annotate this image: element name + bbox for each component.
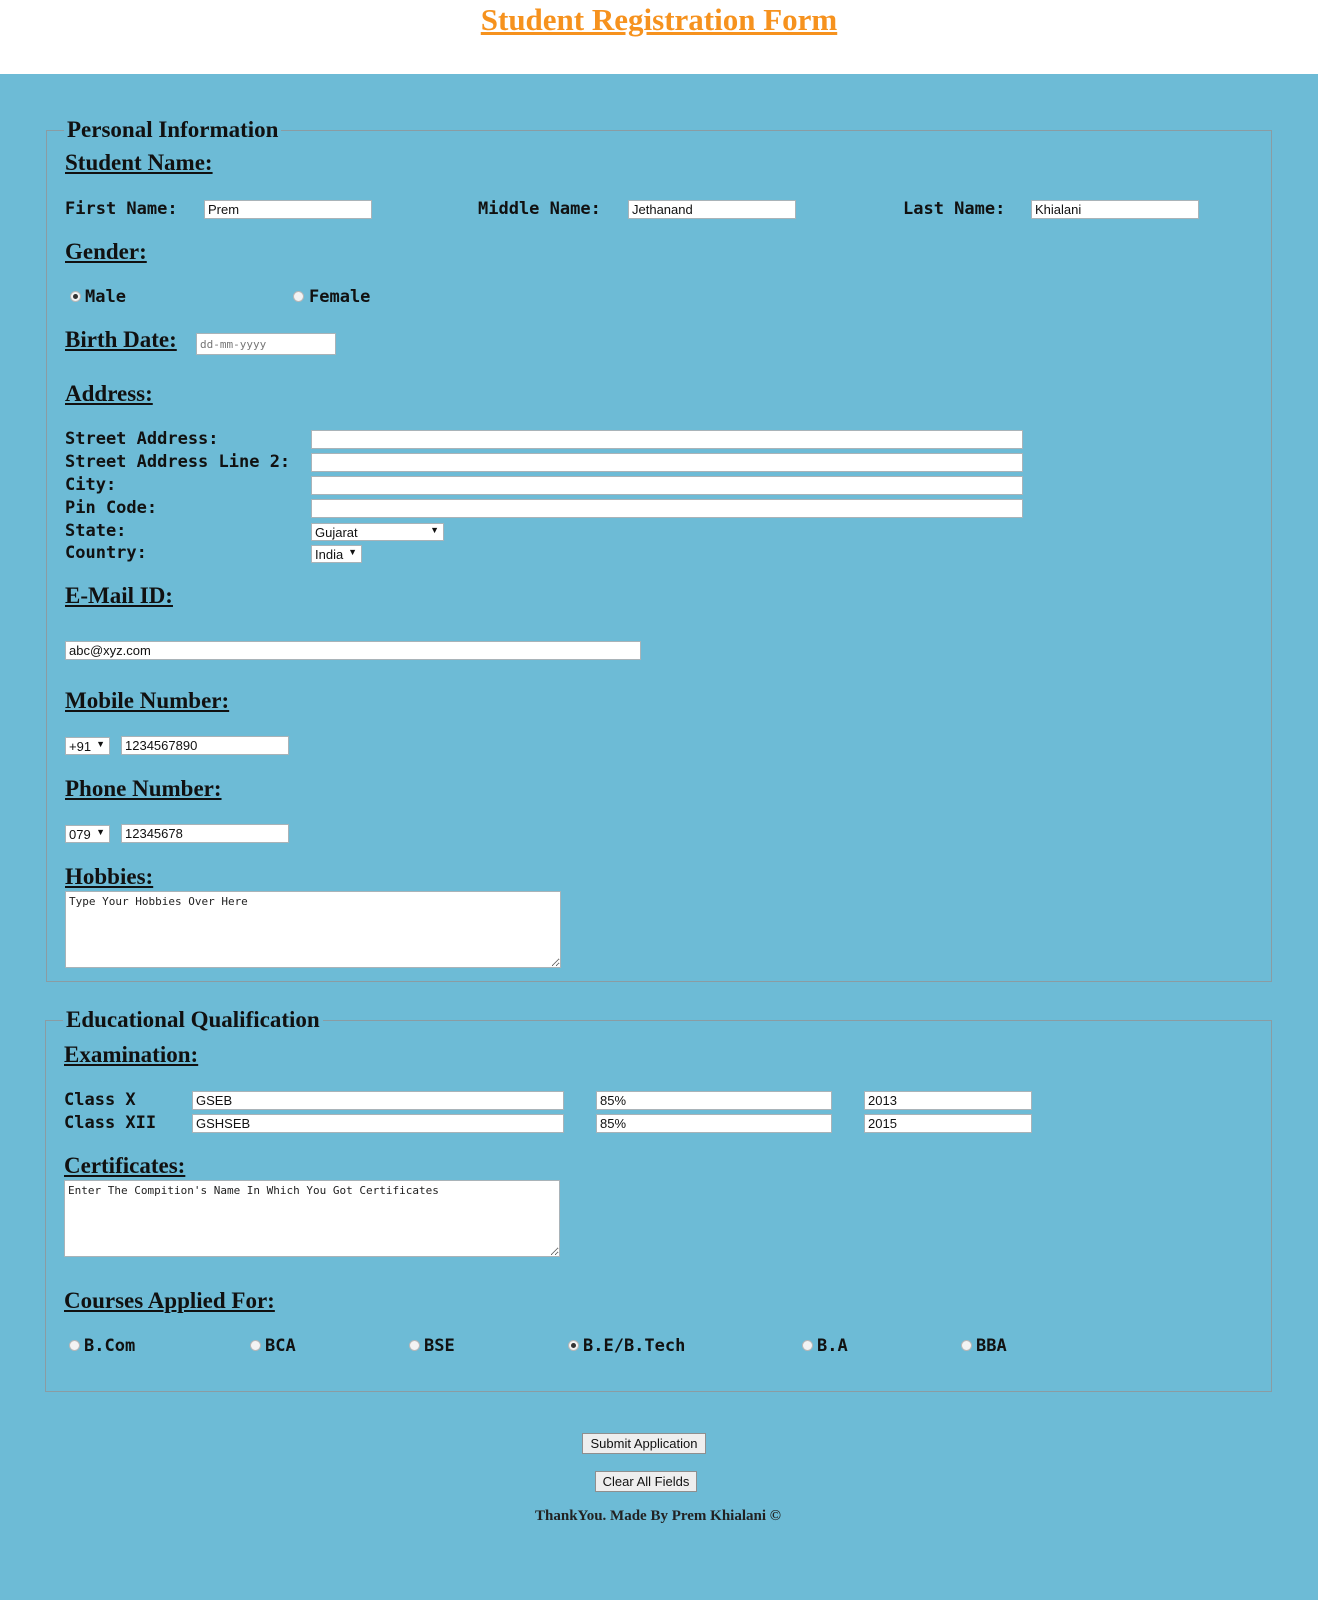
course-bcom-label: B.Com	[84, 1336, 136, 1356]
chevron-down-icon: ▼	[96, 739, 105, 749]
chevron-down-icon: ▼	[430, 525, 439, 535]
street-address-2-input[interactable]	[311, 453, 1023, 472]
examination-heading: Examination:	[64, 1042, 199, 1067]
class-xii-year-input[interactable]	[864, 1114, 1032, 1133]
mobile-code-select[interactable]	[65, 737, 110, 755]
street-address-label: Street Address:	[65, 429, 219, 449]
class-xii-percent-input[interactable]	[596, 1114, 832, 1133]
gender-male-label: Male	[85, 287, 126, 307]
class-x-label: Class X	[64, 1090, 136, 1110]
header	[0, 0, 1318, 74]
hobbies-textarea[interactable]	[65, 891, 561, 968]
gender-female-radio[interactable]	[293, 291, 304, 302]
last-name-input[interactable]	[1031, 200, 1199, 219]
pin-code-label: Pin Code:	[65, 498, 158, 518]
first-name-input[interactable]	[204, 200, 372, 219]
courses-heading: Courses Applied For:	[64, 1288, 275, 1313]
chevron-down-icon: ▼	[96, 827, 105, 837]
class-x-year-input[interactable]	[864, 1091, 1032, 1110]
state-label: State:	[65, 521, 127, 541]
class-x-percent-input[interactable]	[596, 1091, 832, 1110]
submit-application-button[interactable]: Submit Application	[582, 1433, 706, 1454]
certificates-heading: Certificates:	[64, 1153, 186, 1178]
clear-all-fields-button[interactable]: Clear All Fields	[595, 1471, 697, 1492]
course-bse-radio[interactable]	[409, 1340, 420, 1351]
education-legend: Educational Qualification	[63, 1007, 323, 1033]
class-xii-label: Class XII	[64, 1113, 157, 1133]
mobile-number-input[interactable]	[121, 736, 289, 755]
mobile-code-value: +91	[69, 739, 92, 754]
address-heading: Address:	[65, 381, 153, 406]
city-input[interactable]	[311, 476, 1023, 495]
country-select[interactable]	[311, 545, 362, 563]
birth-date-heading: Birth Date:	[65, 327, 177, 352]
gender-male-radio[interactable]	[70, 291, 81, 302]
street-address-input[interactable]	[311, 430, 1023, 449]
class-xii-board-input[interactable]	[192, 1114, 564, 1133]
student-name-heading: Student Name:	[65, 150, 213, 175]
course-bba-label: BBA	[976, 1336, 1007, 1356]
country-label: Country:	[65, 543, 147, 563]
mobile-heading: Mobile Number:	[65, 688, 230, 713]
course-be-btech-radio[interactable]	[568, 1340, 579, 1351]
form-area	[0, 74, 1318, 1600]
certificates-textarea[interactable]	[64, 1180, 560, 1257]
phone-code-value: 079	[69, 827, 91, 842]
course-ba-radio[interactable]	[802, 1340, 813, 1351]
course-bcom-radio[interactable]	[69, 1340, 80, 1351]
personal-info-legend: Personal Information	[64, 117, 281, 143]
phone-number-input[interactable]	[121, 824, 289, 843]
last-name-label: Last Name:	[903, 199, 1006, 219]
middle-name-input[interactable]	[628, 200, 796, 219]
email-input[interactable]	[65, 641, 641, 660]
course-be-btech-label: B.E/B.Tech	[583, 1336, 686, 1356]
street-address-2-label: Street Address Line 2:	[65, 452, 291, 472]
state-select[interactable]	[311, 523, 444, 541]
birth-date-input[interactable]	[196, 333, 336, 355]
middle-name-label: Middle Name:	[478, 199, 601, 219]
email-heading: E-Mail ID:	[65, 583, 173, 608]
gender-heading: Gender:	[65, 239, 147, 264]
country-select-value: India	[315, 547, 344, 562]
first-name-label: First Name:	[65, 199, 178, 219]
course-bse-label: BSE	[424, 1336, 455, 1356]
city-label: City:	[65, 475, 117, 495]
gender-female-label: Female	[309, 287, 371, 307]
chevron-down-icon: ▼	[348, 547, 357, 557]
hobbies-heading: Hobbies:	[65, 864, 154, 889]
course-bca-radio[interactable]	[250, 1340, 261, 1351]
course-ba-label: B.A	[817, 1336, 848, 1356]
class-x-board-input[interactable]	[192, 1091, 564, 1110]
phone-code-select[interactable]	[65, 825, 110, 843]
pin-code-input[interactable]	[311, 499, 1023, 518]
phone-heading: Phone Number:	[65, 776, 222, 801]
page-title: Student Registration Form	[480, 2, 838, 37]
state-select-value: Gujarat	[315, 525, 358, 540]
course-bca-label: BCA	[265, 1336, 296, 1356]
course-bba-radio[interactable]	[961, 1340, 972, 1351]
footer-text: ThankYou. Made By Prem Khialani ©	[535, 1508, 781, 1524]
personal-info-fieldset	[46, 117, 1272, 982]
